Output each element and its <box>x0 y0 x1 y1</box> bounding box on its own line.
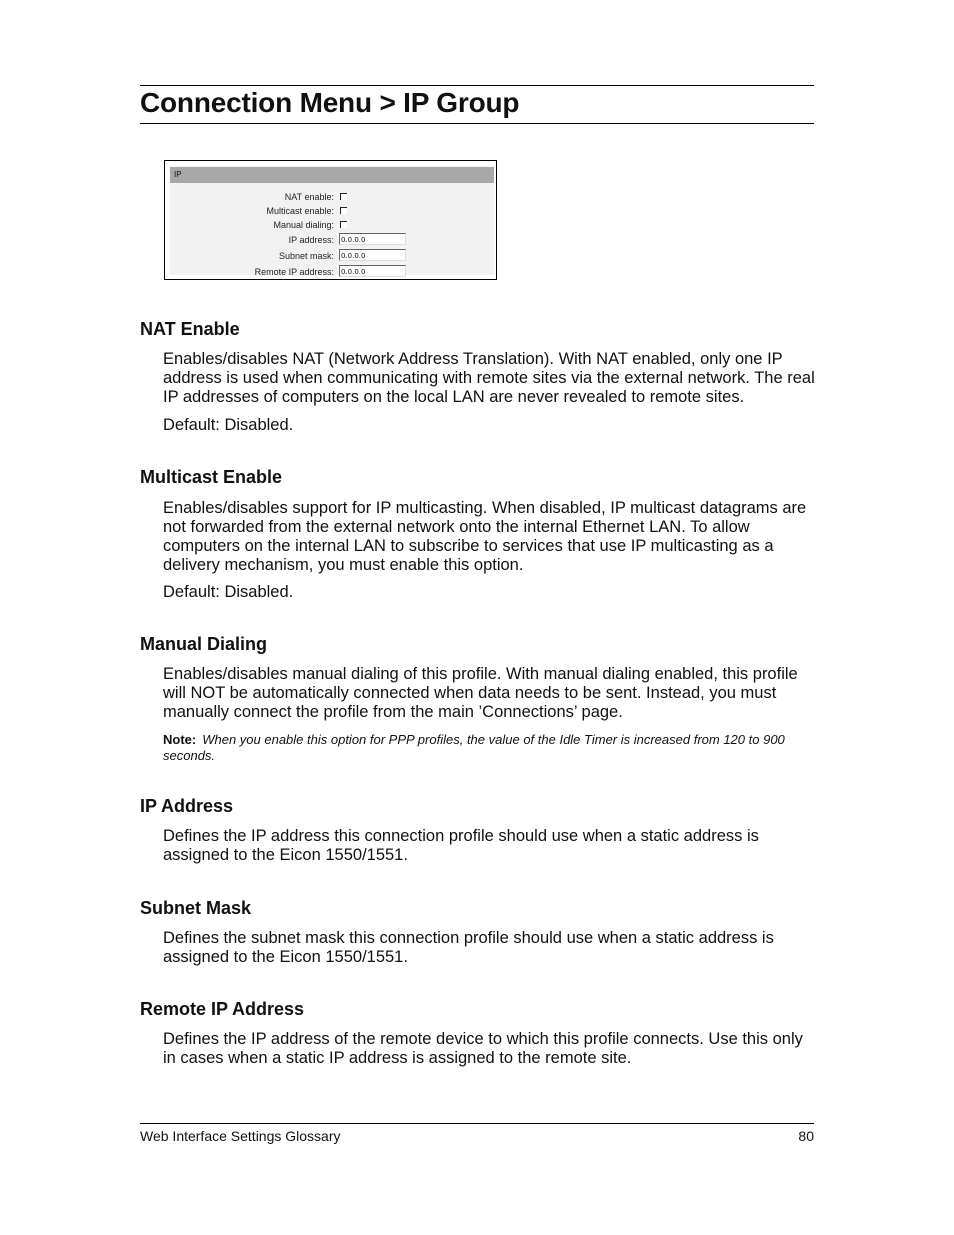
note-text: When you enable this option for PPP profiles, the value of the Idle Timer is increased from 120 to 900 seconds. <box>163 732 785 763</box>
multicast-enable-heading: Multicast Enable <box>140 467 283 487</box>
manual-dialing-label: Manual dialing: <box>273 220 334 230</box>
ip-address-input[interactable]: 0.0.0.0 <box>339 233 406 245</box>
footer-rule <box>140 1123 814 1124</box>
multicast-enable-row <box>170 204 490 218</box>
remote-ip-address-row <box>170 265 490 279</box>
subnet-mask-heading: Subnet Mask <box>140 898 252 918</box>
nat-enable-description: Enables/disables NAT (Network Address Translation). With NAT enabled, only one IP address is used when communicating with remote sites via the external network. The real IP addresses of computers on the local LAN are never revealed to remote sites. <box>163 350 815 406</box>
ip-address-label: IP address: <box>288 235 334 245</box>
title-bottom-rule <box>140 123 814 124</box>
subnet-mask-description: Defines the subnet mask this connection profile should use when a static address is assigned to the Eicon 1550/1551. <box>163 929 774 966</box>
manual-dialing-heading: Manual Dialing <box>140 634 268 654</box>
nat-enable-row <box>170 190 490 204</box>
remote-ip-address-description: Defines the IP address of the remote device to which this profile connects. Use this only in cases when a static IP address is assigned to the remote site. <box>163 1030 803 1067</box>
panel-header: IP <box>170 167 494 183</box>
ip-address-row <box>170 233 490 247</box>
manual-dialing-description: Enables/disables manual dialing of this profile. With manual dialing enabled, this profile will NOT be automatically connected when data needs to be sent. Instead, you must manually connect the profile from the main ’Connections’ page. <box>163 665 798 721</box>
ip-settings-screenshot <box>164 160 497 280</box>
note-label: Note: <box>163 732 197 747</box>
manual-dialing-row <box>170 218 490 232</box>
manual-dialing-note <box>163 732 815 764</box>
remote-ip-address-heading: Remote IP Address <box>140 999 305 1019</box>
subnet-mask-input[interactable]: 0.0.0.0 <box>339 249 406 261</box>
ip-address-description: Defines the IP address this connection profile should use when a static address is assigned to the Eicon 1550/1551. <box>163 827 759 864</box>
ip-address-heading: IP Address <box>140 796 234 816</box>
remote-ip-address-input[interactable]: 0.0.0.0 <box>339 265 406 277</box>
remote-ip-address-label: Remote IP address: <box>254 267 334 277</box>
nat-enable-default: Default: Disabled. <box>163 416 294 434</box>
multicast-enable-default: Default: Disabled. <box>163 583 294 601</box>
multicast-enable-checkbox[interactable] <box>340 207 347 214</box>
ip-settings-panel <box>170 166 494 275</box>
manual-dialing-checkbox[interactable] <box>340 221 347 228</box>
multicast-enable-label: Multicast enable: <box>266 206 334 216</box>
page-number: 80 <box>798 1128 814 1144</box>
nat-enable-label: NAT enable: <box>284 192 334 202</box>
footer-title: Web Interface Settings Glossary <box>140 1128 341 1144</box>
multicast-enable-description: Enables/disables support for IP multicasting. When disabled, IP multicast datagrams are not forwarded from the external network onto the internal Ethernet LAN. To allow computers on the internal LAN to subscribe to services that use IP multicasting as a delivery mechanism, you must enable this option. <box>163 499 807 574</box>
subnet-mask-row <box>170 249 490 263</box>
subnet-mask-label: Subnet mask: <box>278 251 334 261</box>
nat-enable-heading: NAT Enable <box>140 319 240 339</box>
page-title: Connection Menu > IP Group <box>140 87 520 118</box>
nat-enable-checkbox[interactable] <box>340 193 347 200</box>
